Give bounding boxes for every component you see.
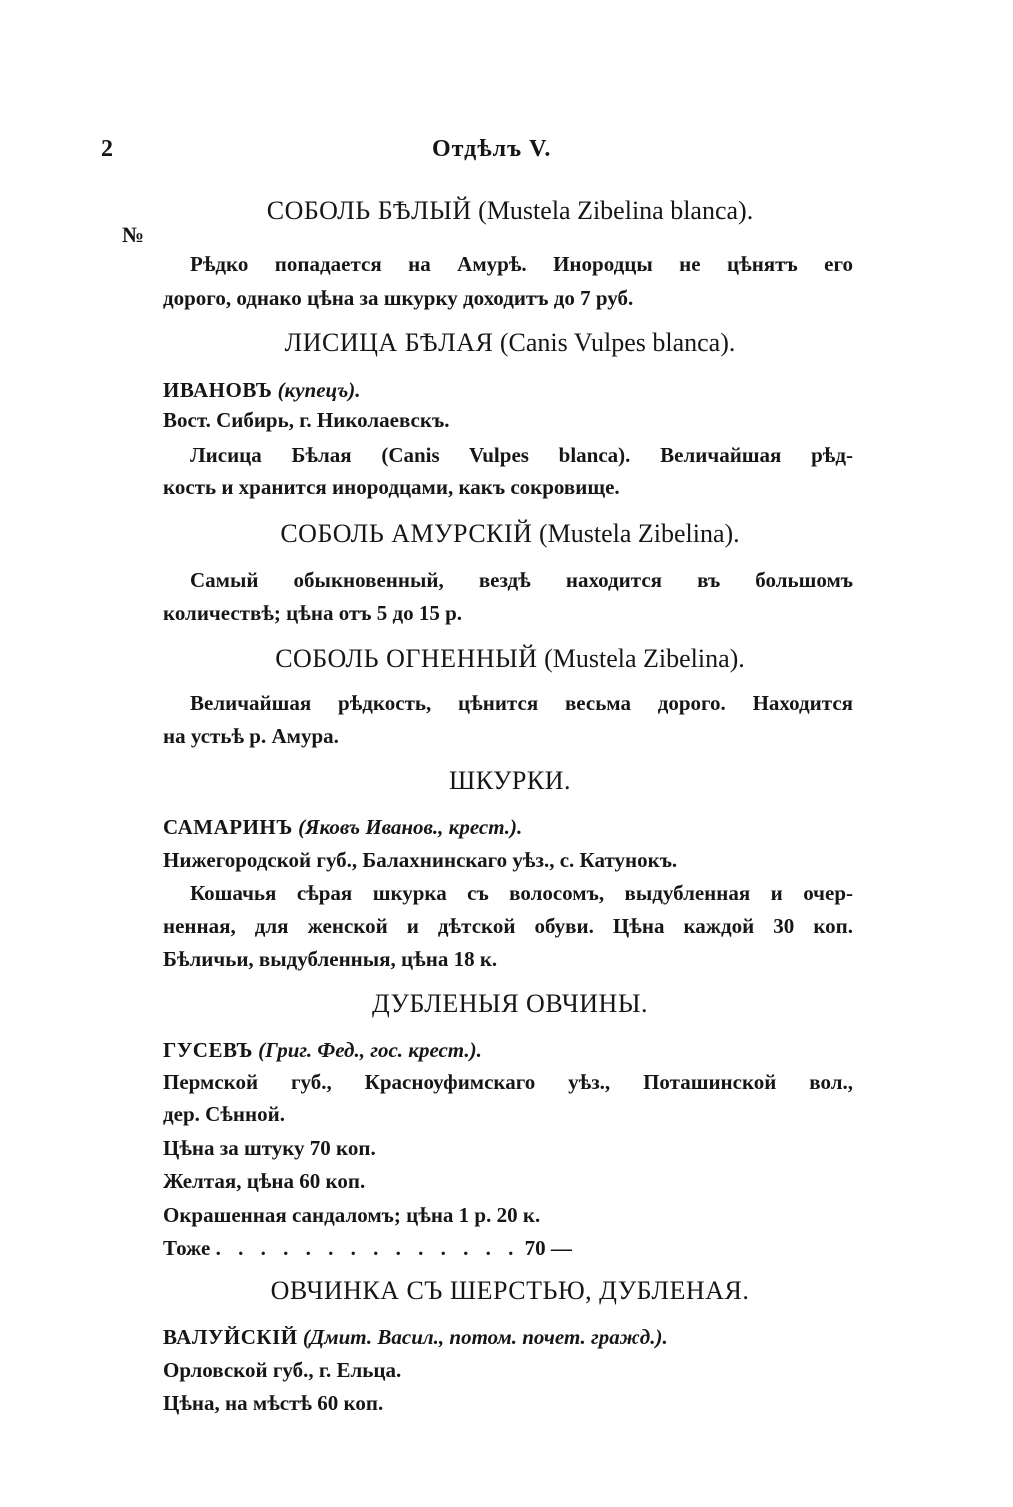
exhibitor-role: (Григ. Фед., гос. крест.). <box>258 1038 482 1062</box>
running-head: Отдѣлъ V. <box>432 136 552 162</box>
price-line: Окрашенная сандаломъ; цѣна 1 р. 20 к. <box>163 1203 541 1227</box>
number-mark: № <box>122 222 145 247</box>
heading-sheepskin-wool <box>160 1275 860 1307</box>
exhibitor-surname: ВАЛУЙСКІЙ <box>163 1325 298 1349</box>
price-label: Тоже <box>163 1236 211 1260</box>
price-line <box>163 1233 853 1263</box>
text-line: Лисица Бѣлая (Canis Vulpes blanca). Величайшая рѣд- <box>190 443 853 467</box>
heading-latin: (Canis Vulpes blanca). <box>499 328 736 357</box>
text-line: Самый обыкновенный, вездѣ находится въ большомъ <box>190 568 853 592</box>
price-line: Цѣна за штуку 70 коп. <box>163 1136 376 1160</box>
place-line: Вост. Сибирь, г. Николаевскъ. <box>163 408 450 432</box>
text-line: дорого, однако цѣна за шкурку доходитъ до 7 руб. <box>163 286 634 310</box>
exhibitor-role: (Яковъ Иванов., крест.). <box>298 815 523 839</box>
exhibitor-surname: ГУСЕВЪ <box>163 1038 253 1062</box>
heading-title: ОВЧИНКА СЪ ШЕРСТЬЮ, ДУБЛЕНАЯ. <box>270 1276 750 1305</box>
heading-title: ШКУРКИ. <box>448 766 572 795</box>
leader-dots: . . . . . . . . . . . . . . <box>215 1236 520 1260</box>
text-line: ненная, для женской и дѣтской обуви. Цѣна каждой 30 коп. <box>163 914 853 938</box>
heading-sable-white <box>160 195 860 227</box>
exhibitor-line <box>163 1322 853 1352</box>
text-line: Кошачья сѣрая шкурка съ волосомъ, выдубленная и очер- <box>190 881 853 905</box>
heading-sable-fiery <box>160 643 860 675</box>
heading-tanned-sheepskins <box>160 988 860 1020</box>
text-line: Бѣличьи, выдубленныя, цѣна 18 к. <box>163 947 498 971</box>
heading-fox-white <box>160 327 860 359</box>
exhibitor-surname: ИВАНОВЪ <box>163 378 273 402</box>
heading-skins <box>160 765 860 797</box>
exhibitor-surname: САМАРИНЪ <box>163 815 293 839</box>
page-number: 2 <box>101 136 113 162</box>
price-line: Цѣна, на мѣстѣ 60 коп. <box>163 1391 384 1415</box>
exhibitor-line <box>163 375 853 405</box>
text-line: Величайшая рѣдкость, цѣнится весьма дорого. Находится <box>190 691 853 715</box>
exhibitor-role: (Дмит. Васил., потом. почет. гражд.). <box>302 1325 668 1349</box>
exhibitor-role: (купецъ). <box>277 378 361 402</box>
heading-sable-amur <box>160 518 860 550</box>
text-line: кость и хранится инородцами, какъ сокровище. <box>163 475 620 499</box>
text-line: Рѣдко попадается на Амурѣ. Инородцы не цѣнятъ его <box>190 252 853 276</box>
place-line: дер. Сѣнной. <box>163 1102 285 1126</box>
text-line: на устьѣ р. Амура. <box>163 724 339 748</box>
heading-title: ДУБЛЕНЫЯ ОВЧИНЫ. <box>372 989 648 1018</box>
heading-title: СОБОЛЬ БѢЛЫЙ <box>266 196 472 225</box>
place-line: Нижегородской губ., Балахнинскаго уѣз., с. Катунокъ. <box>163 848 678 872</box>
place-line: Орловской губ., г. Ельца. <box>163 1358 402 1382</box>
exhibitor-line <box>163 812 853 842</box>
heading-title: СОБОЛЬ ОГНЕННЫЙ <box>275 644 538 673</box>
heading-title: СОБОЛЬ АМУРСКІЙ <box>280 519 533 548</box>
heading-title: ЛИСИЦА БѢЛАЯ <box>284 328 494 357</box>
price-line: Желтая, цѣна 60 коп. <box>163 1169 366 1193</box>
heading-latin: (Mustela Zibelina blanca). <box>478 196 754 225</box>
heading-latin: (Mustela Zibelina). <box>544 644 745 673</box>
exhibitor-line <box>163 1035 853 1065</box>
place-line: Пермской губ., Красноуфимскаго уѣз., Поташинской вол., <box>163 1070 853 1094</box>
heading-latin: (Mustela Zibelina). <box>538 519 740 548</box>
price-value: 70 — <box>524 1236 572 1260</box>
text-line: количествѣ; цѣна отъ 5 до 15 р. <box>163 601 463 625</box>
